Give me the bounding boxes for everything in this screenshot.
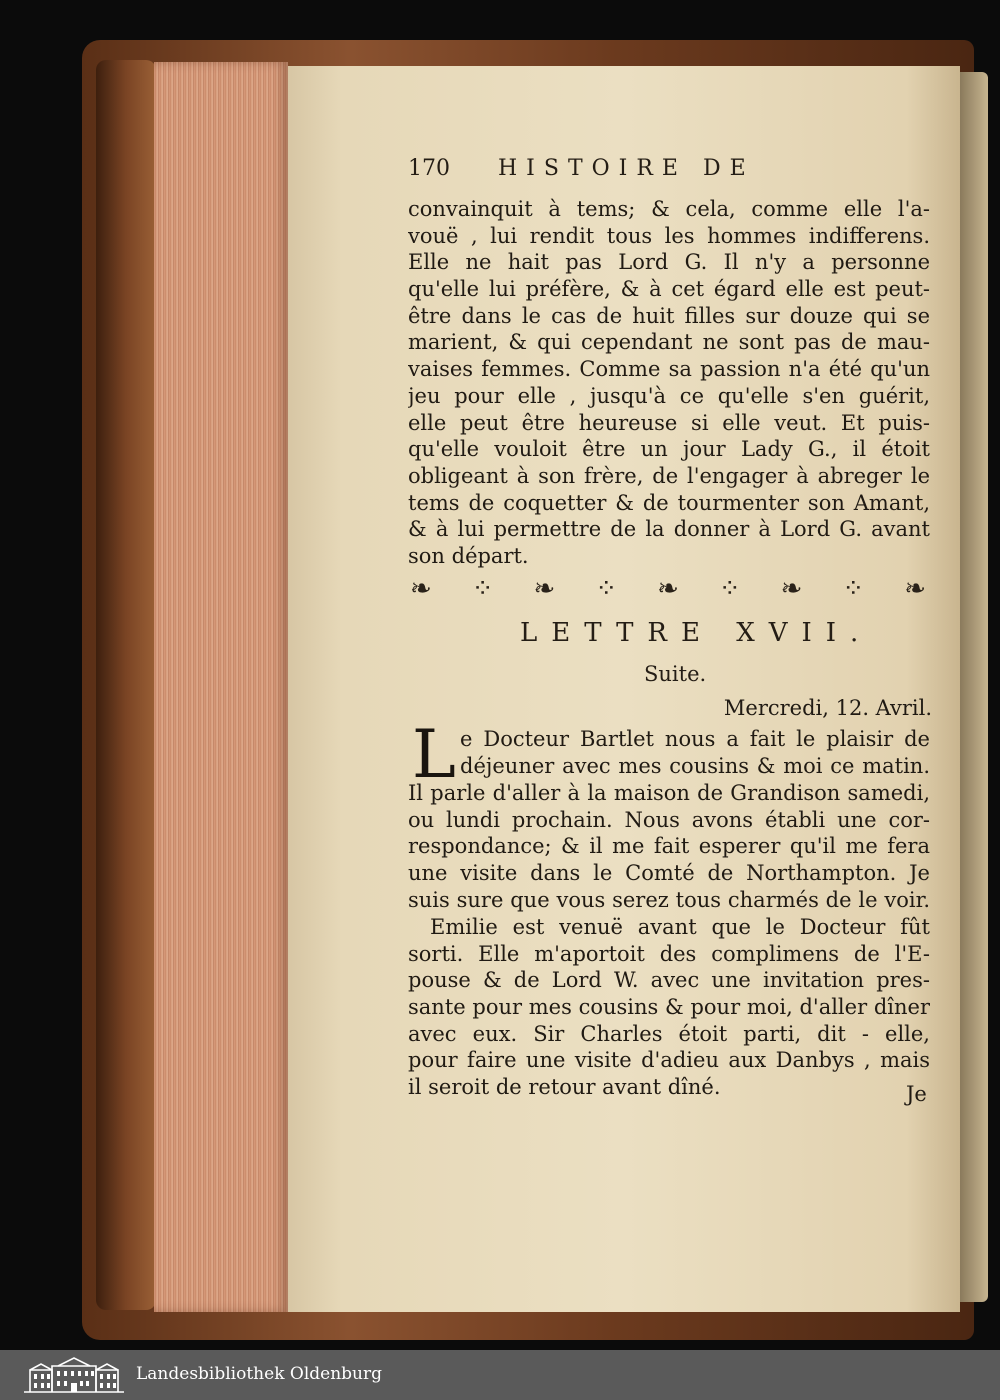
- footer-bar: [0, 1350, 1000, 1400]
- text-line: respondance; & il me fait esperer qu'il me fera: [408, 834, 930, 859]
- page-edges: [154, 62, 288, 1312]
- text-line: sorti. Elle m'aportoit des complimens de l'E-: [408, 941, 930, 966]
- text-line: convainquit à tems; & cela, comme elle l'a-: [408, 197, 930, 221]
- drop-cap: L: [412, 716, 456, 793]
- ornament-band: ❧ ⁘ ❧ ⁘ ❧ ⁘ ❧ ⁘ ❧: [410, 574, 930, 604]
- text-line: tems de coquetter & de tourmenter son Amant,: [408, 490, 930, 515]
- text-line: avec eux. Sir Charles étoit parti, dit - elle,: [408, 1021, 930, 1046]
- paragraph-3: [408, 914, 930, 1101]
- text-line: vaises femmes. Comme sa passion n'a été qu'un: [408, 357, 930, 382]
- page-number: 170: [408, 156, 450, 181]
- text-line: pour faire une visite d'adieu aux Danbys , mais: [408, 1048, 930, 1073]
- text-line: qu'elle lui préfère, & à cet égard elle est peut-: [408, 277, 930, 302]
- library-building-icon: [22, 1356, 126, 1394]
- text-line: il seroit de retour avant dîné.: [408, 1075, 721, 1100]
- library-name: Landesbibliothek Oldenburg: [136, 1364, 383, 1384]
- text-line: sante pour mes cousins & pour moi, d'aller dîner: [408, 995, 930, 1020]
- text-line: elle peut être heureuse si elle veut. Et puis-: [408, 410, 930, 435]
- text-line: déjeuner avec mes cousins & moi ce matin.: [460, 753, 930, 778]
- text-line: Elle ne hait pas Lord G. Il n'y a personne: [408, 250, 930, 275]
- running-head: [408, 156, 808, 188]
- text-line: vouë , lui rendit tous les hommes indifferens.: [408, 223, 930, 248]
- text-line: une visite dans le Comté de Northampton. Je: [408, 861, 930, 886]
- text-line: & à lui permettre de la donner à Lord G. avant: [408, 517, 930, 542]
- text-line: marient, & qui cependant ne sont pas de mau-: [408, 330, 930, 355]
- catchword: Je: [906, 1082, 927, 1106]
- text-line: e Docteur Bartlet nous a fait le plaisir de: [460, 727, 930, 751]
- dateline: Mercredi, 12. Avril.: [723, 696, 932, 720]
- right-page-edge: [960, 72, 988, 1302]
- text-line: jeu pour elle , jusqu'à ce qu'elle s'en guérit,: [408, 383, 930, 408]
- text-line: suis sure que vous serez tous charmés de le voir.: [408, 887, 930, 912]
- letter-title: LETTRE XVII.: [520, 618, 873, 648]
- running-title: HISTOIRE DE: [498, 156, 755, 181]
- letter-subtitle: Suite.: [644, 662, 707, 686]
- text-line: Emilie est venuë avant que le Docteur fût: [430, 915, 930, 939]
- book-spine: [96, 60, 156, 1310]
- text-line: être dans le cas de huit filles sur douze qui se: [408, 303, 930, 328]
- paragraph-2-indented: [460, 726, 930, 779]
- text-line: pouse & de Lord W. avec une invitation pres-: [408, 968, 930, 993]
- paragraph-2: [408, 780, 930, 913]
- text-line: obligeant à son frère, de l'engager à abreger le: [408, 463, 930, 488]
- paragraph-1: [408, 196, 930, 570]
- text-line: Il parle d'aller à la maison de Grandison samedi,: [408, 781, 930, 805]
- text-line: son départ.: [408, 543, 529, 568]
- text-line: ou lundi prochain. Nous avons établi une cor-: [408, 807, 930, 832]
- text-line: qu'elle vouloit être un jour Lady G., il étoit: [408, 437, 930, 462]
